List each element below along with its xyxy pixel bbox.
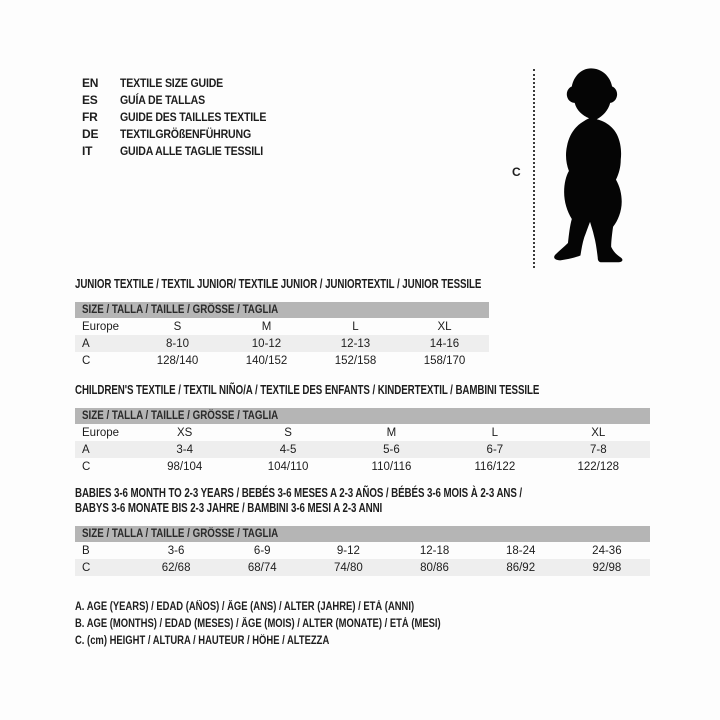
language-code: IT bbox=[82, 144, 93, 158]
size-cell: 80/86 bbox=[391, 559, 477, 576]
size-header-label: SIZE / TALLA / TAILLE / GRÖSSE / TAGLIA bbox=[82, 304, 279, 316]
language-row-es bbox=[82, 92, 286, 109]
size-cell: 3-4 bbox=[133, 441, 236, 458]
footnote-age-months: B. AGE (MONTHS) / EDAD (MESES) / ÂGE (MOIS) / ALTER (MONATE) / ETÀ (MESI) bbox=[75, 618, 441, 630]
language-legend bbox=[82, 75, 286, 160]
size-cell: 8-10 bbox=[133, 335, 222, 352]
size-cell: XS bbox=[177, 426, 193, 439]
size-cell: S bbox=[284, 426, 292, 439]
size-cell: 74/80 bbox=[305, 559, 391, 576]
size-cell: 140/152 bbox=[245, 354, 288, 367]
size-cell: XL bbox=[437, 320, 452, 333]
size-cell: 62/68 bbox=[133, 559, 219, 576]
table-title-group bbox=[75, 486, 650, 516]
size-cell: L bbox=[491, 426, 499, 439]
row-label: A bbox=[75, 441, 133, 458]
table-title: JUNIOR TEXTILE / TEXTIL JUNIOR/ TEXTILE JUNIOR / JUNIORTEXTIL / JUNIOR TESSILE bbox=[75, 277, 482, 291]
toddler-silhouette-image bbox=[543, 66, 639, 268]
size-cell: 24-36 bbox=[592, 544, 622, 557]
size-cell: 128/140 bbox=[156, 354, 199, 367]
footnote-age-years: A. AGE (YEARS) / EDAD (AÑOS) / ÂGE (ANS) / ALTER (JAHRE) / ETÀ (ANNI) bbox=[75, 601, 415, 613]
size-header-bar bbox=[75, 526, 650, 542]
size-cell: 4-5 bbox=[236, 441, 339, 458]
table-title-line1: BABIES 3-6 MONTH TO 2-3 YEARS / BEBÉS 3-6 MESES A 2-3 AÑOS / BÉBÉS 3-6 MOIS À 2-3 ANS / bbox=[75, 486, 523, 500]
size-cell: 9-12 bbox=[336, 544, 360, 557]
language-row-en bbox=[82, 75, 286, 92]
size-header-bar bbox=[75, 302, 489, 318]
language-label: TEXTILE SIZE GUIDE bbox=[120, 76, 224, 90]
size-cell: 104/110 bbox=[267, 460, 309, 473]
size-cell: 3-6 bbox=[167, 544, 185, 557]
row-label: Europe bbox=[82, 320, 120, 333]
language-code: EN bbox=[82, 76, 99, 90]
language-row-it bbox=[82, 143, 286, 160]
size-grid bbox=[75, 542, 650, 576]
row-label: C bbox=[82, 460, 91, 473]
language-code: ES bbox=[82, 93, 98, 107]
language-label: GUIDE DES TAILLES TEXTILE bbox=[120, 110, 267, 124]
junior-textile-table bbox=[75, 277, 489, 369]
table-title-line2: BABYS 3-6 MONATE BIS 2-3 JAHRE / BAMBINI 3-6 MESI A 2-3 ANNI bbox=[75, 501, 383, 515]
row-label: B bbox=[82, 544, 90, 557]
size-cell: 92/98 bbox=[564, 559, 650, 576]
size-cell: M bbox=[386, 426, 397, 439]
size-cell: 12-18 bbox=[419, 544, 450, 557]
size-cell: 110/116 bbox=[371, 460, 412, 473]
row-label: C bbox=[82, 354, 91, 367]
language-label: GUIDA ALLE TAGLIE TESSILI bbox=[120, 144, 264, 158]
size-cell: 12-13 bbox=[311, 335, 400, 352]
size-cell: 158/170 bbox=[423, 354, 466, 367]
row-label: A bbox=[75, 335, 133, 352]
size-cell: XL bbox=[591, 426, 606, 439]
measure-label-c: C bbox=[512, 165, 521, 179]
size-header-label: SIZE / TALLA / TAILLE / GRÖSSE / TAGLIA bbox=[82, 410, 279, 422]
row-label: C bbox=[75, 559, 133, 576]
size-cell: 18-24 bbox=[505, 544, 536, 557]
table-row-age bbox=[75, 335, 489, 352]
size-cell: 86/92 bbox=[478, 559, 564, 576]
size-cell: 68/74 bbox=[219, 559, 305, 576]
footnote-height-cm: C. (cm) HEIGHT / ALTURA / HAUTEUR / HÖHE / ALTEZZA bbox=[75, 635, 330, 647]
size-cell: L bbox=[352, 320, 359, 333]
childrens-textile-table bbox=[75, 383, 650, 475]
table-row-height bbox=[75, 352, 489, 369]
size-grid bbox=[75, 424, 650, 475]
language-row-de bbox=[82, 126, 286, 143]
size-cell: 116/122 bbox=[474, 460, 516, 473]
size-cell: 6-9 bbox=[253, 544, 271, 557]
language-label: GUÍA DE TALLAS bbox=[120, 93, 205, 107]
size-cell: 98/104 bbox=[167, 460, 203, 473]
size-grid bbox=[75, 318, 489, 369]
table-row-height bbox=[75, 559, 650, 576]
size-cell: S bbox=[173, 320, 182, 333]
footnote-legend bbox=[75, 599, 521, 650]
language-row-fr bbox=[82, 109, 286, 126]
size-cell: M bbox=[261, 320, 272, 333]
language-code: DE bbox=[82, 127, 99, 141]
table-row-europe bbox=[75, 424, 650, 441]
size-cell: 10-12 bbox=[222, 335, 311, 352]
table-row-europe bbox=[75, 318, 489, 335]
size-header-bar bbox=[75, 408, 650, 424]
height-measure-dashed-line bbox=[533, 69, 535, 268]
size-cell: 152/158 bbox=[334, 354, 377, 367]
language-code: FR bbox=[82, 110, 98, 124]
size-cell: 14-16 bbox=[400, 335, 489, 352]
table-title: CHILDREN'S TEXTILE / TEXTIL NIÑO/A / TEXTILE DES ENFANTS / KINDERTEXTIL / BAMBINI TESSILE bbox=[75, 383, 540, 397]
size-cell: 6-7 bbox=[443, 441, 546, 458]
size-cell: 122/128 bbox=[577, 460, 620, 473]
language-label: TEXTILGRÖßENFÜHRUNG bbox=[120, 127, 252, 141]
table-row-age bbox=[75, 441, 650, 458]
table-row-months bbox=[75, 542, 650, 559]
size-header-label: SIZE / TALLA / TAILLE / GRÖSSE / TAGLIA bbox=[82, 528, 279, 540]
babies-textile-table bbox=[75, 486, 650, 576]
size-cell: 7-8 bbox=[547, 441, 650, 458]
size-cell: 5-6 bbox=[340, 441, 443, 458]
row-label: Europe bbox=[82, 426, 120, 439]
table-row-height bbox=[75, 458, 650, 475]
